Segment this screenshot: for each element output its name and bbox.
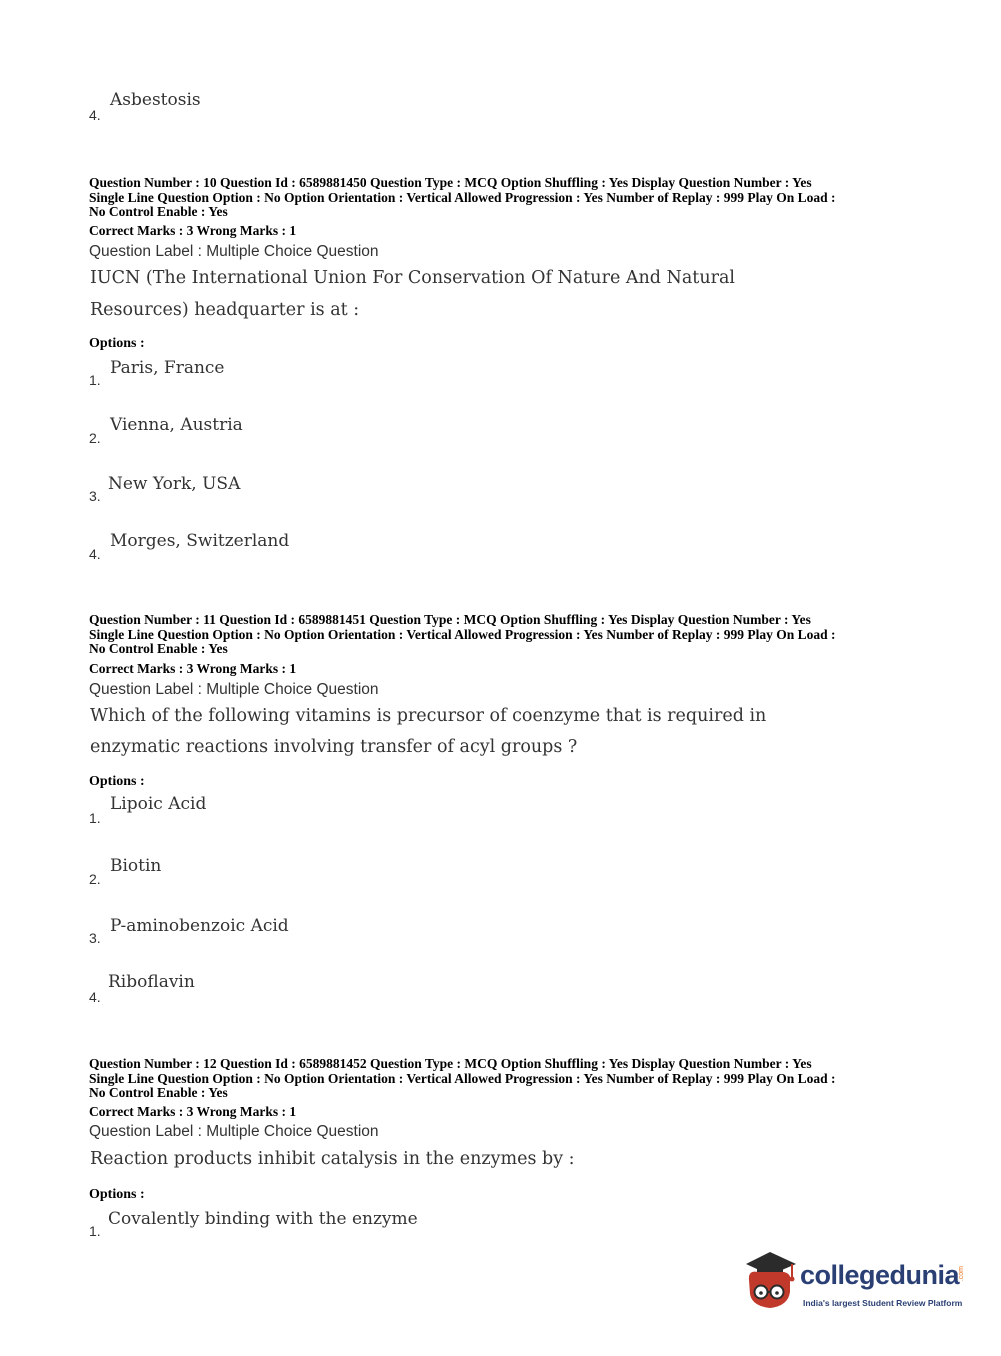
- question-text-line: Reaction products inhibit catalysis in the enzymes by :: [90, 1149, 575, 1169]
- question-label: Question Label : Multiple Choice Question: [89, 243, 379, 260]
- option-number: 2.: [89, 430, 101, 446]
- question-label: Question Label : Multiple Choice Question: [89, 1123, 379, 1140]
- option-text: New York, USA: [108, 474, 241, 494]
- options-heading: Options :: [89, 774, 145, 789]
- logo-suffix: .com: [958, 1266, 965, 1282]
- collegedunia-mascot-icon: [740, 1248, 798, 1312]
- question-text-line: Resources) headquarter is at :: [90, 300, 360, 320]
- option-number: 4.: [89, 546, 101, 562]
- option-text: Paris, France: [110, 358, 225, 378]
- meta-line: Question Number : 10 Question Id : 6589881450 Question Type : MCQ Option Shuffling : Yes Display Question Number : Yes: [89, 175, 812, 190]
- options-heading: Options :: [89, 1187, 145, 1202]
- option-text: Lipoic Acid: [110, 794, 207, 814]
- option-text: Riboflavin: [108, 972, 195, 992]
- option-text: Covalently binding with the enzyme: [108, 1209, 418, 1229]
- option-number: 1.: [89, 372, 101, 388]
- option-number: 3.: [89, 488, 101, 504]
- question-meta: [89, 1057, 919, 1101]
- option-number: 1.: [89, 1223, 101, 1239]
- option-text: Biotin: [110, 856, 162, 876]
- question-marks: Correct Marks : 3 Wrong Marks : 1: [89, 661, 297, 676]
- question-meta: [89, 176, 919, 220]
- option-number: 4.: [89, 107, 101, 123]
- question-marks: Correct Marks : 3 Wrong Marks : 1: [89, 1104, 297, 1119]
- question-text-line: IUCN (The International Union For Conservation Of Nature And Natural: [90, 268, 735, 288]
- question-marks: Correct Marks : 3 Wrong Marks : 1: [89, 223, 297, 238]
- meta-line: No Control Enable : Yes: [89, 641, 228, 656]
- question-text-line: Which of the following vitamins is precursor of coenzyme that is required in: [90, 706, 767, 726]
- logo-tagline: India's largest Student Review Platform: [803, 1298, 963, 1308]
- meta-line: No Control Enable : Yes: [89, 204, 228, 219]
- option-number: 1.: [89, 810, 101, 826]
- meta-line: Question Number : 12 Question Id : 6589881452 Question Type : MCQ Option Shuffling : Yes Display Question Number : Yes: [89, 1056, 812, 1071]
- collegedunia-logo: [740, 1248, 970, 1328]
- question-text-line: enzymatic reactions involving transfer of acyl groups ?: [90, 737, 578, 757]
- question-label: Question Label : Multiple Choice Question: [89, 681, 379, 698]
- option-number: 3.: [89, 930, 101, 946]
- meta-line: No Control Enable : Yes: [89, 1085, 228, 1100]
- meta-line: Single Line Question Option : No Option Orientation : Vertical Allowed Progression : Yes Number of Replay : 999 Play On Load :: [89, 1070, 836, 1086]
- option-number: 4.: [89, 989, 101, 1005]
- meta-line: Question Number : 11 Question Id : 6589881451 Question Type : MCQ Option Shuffling : Yes Display Question Number : Yes: [89, 612, 811, 627]
- options-heading: Options :: [89, 336, 145, 351]
- option-text: Morges, Switzerland: [110, 531, 290, 551]
- meta-line: Single Line Question Option : No Option Orientation : Vertical Allowed Progression : Yes Number of Replay : 999 Play On Load :: [89, 189, 836, 205]
- option-text: Vienna, Austria: [110, 415, 243, 435]
- option-number: 2.: [89, 871, 101, 887]
- question-meta: [89, 613, 919, 657]
- logo-wordmark: collegedunia: [800, 1260, 960, 1290]
- option-text: P-aminobenzoic Acid: [110, 916, 289, 936]
- option-text: Asbestosis: [110, 90, 201, 110]
- meta-line: Single Line Question Option : No Option Orientation : Vertical Allowed Progression : Yes Number of Replay : 999 Play On Load :: [89, 626, 836, 642]
